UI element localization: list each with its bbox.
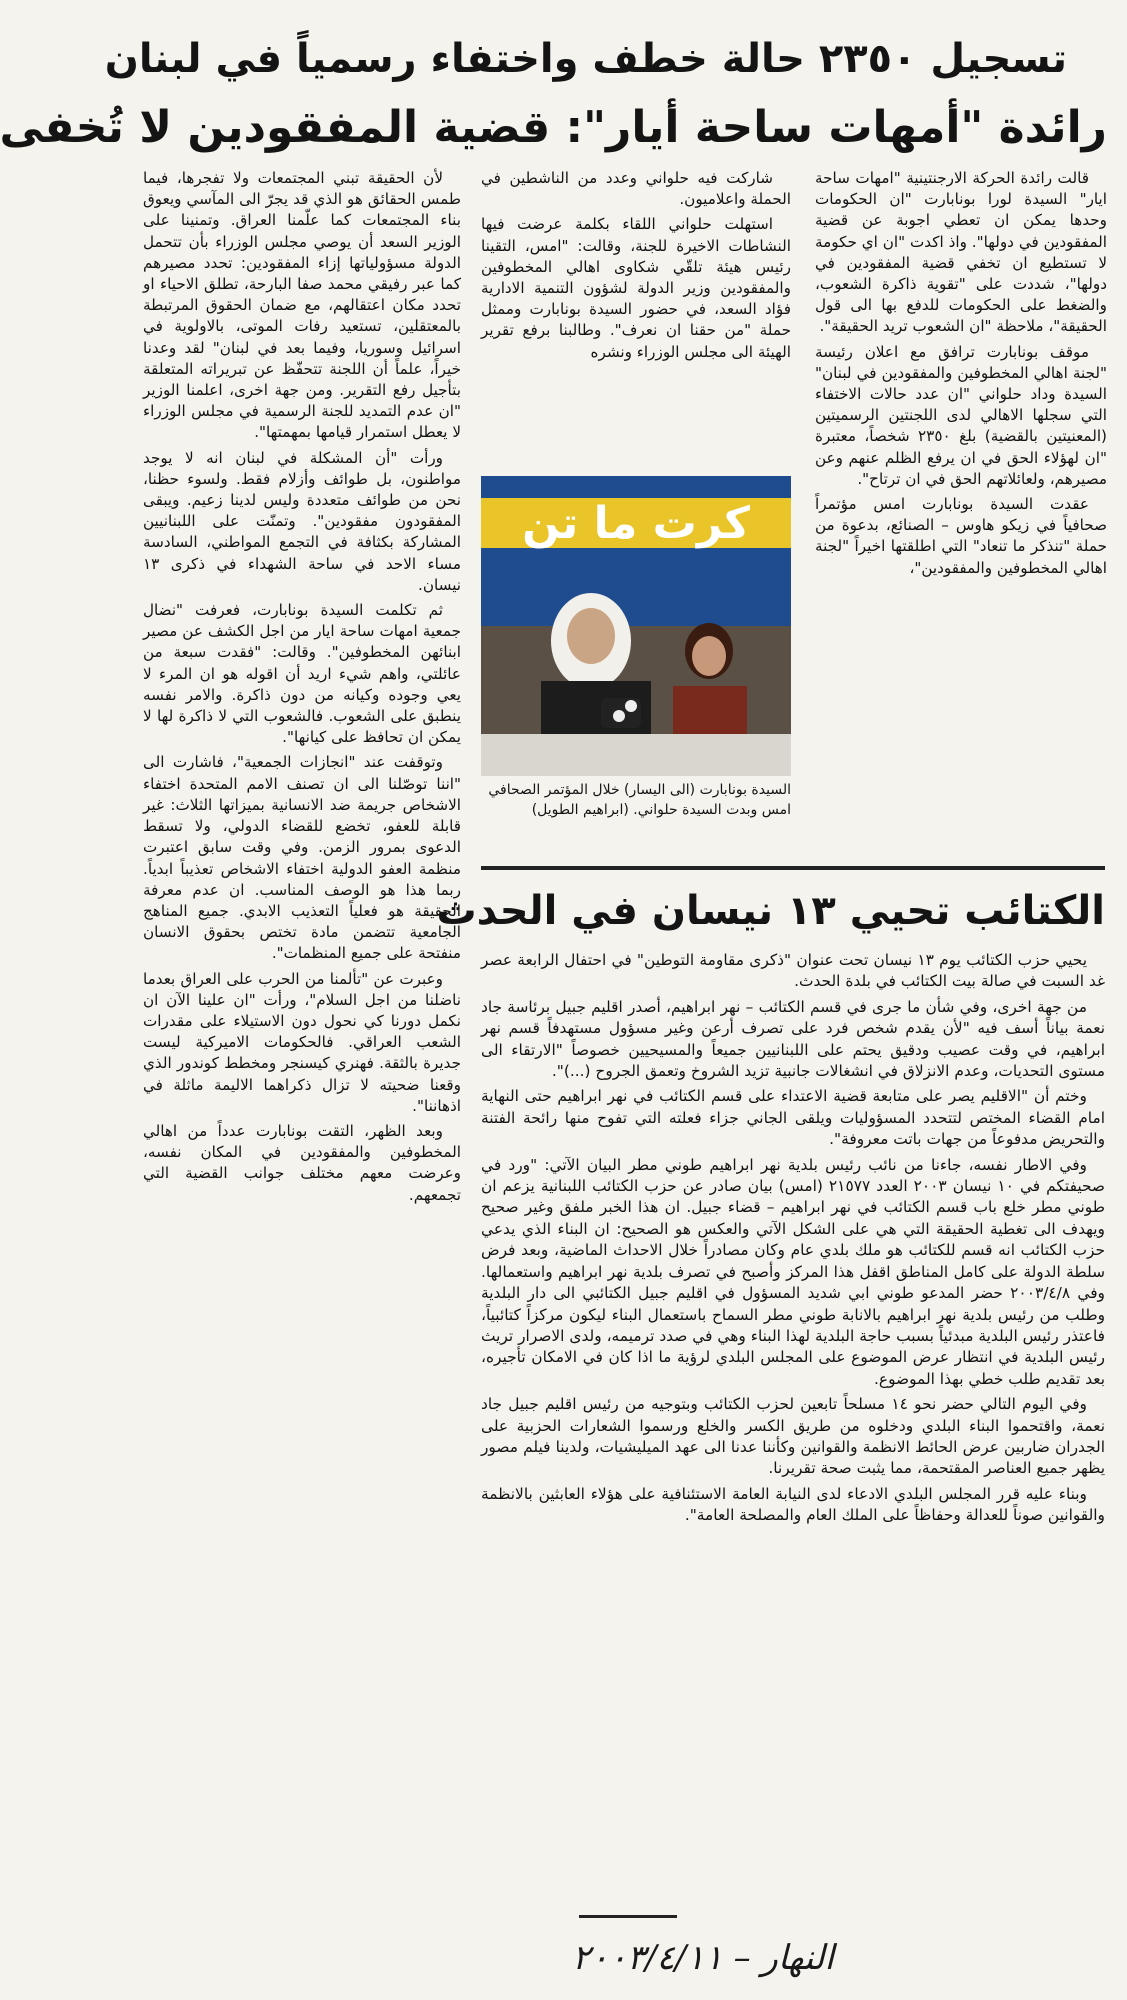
- article2-body: [481, 950, 1105, 1810]
- article1-paragraph: عقدت السيدة بونابارت امس مؤتمراً صحافياً في زيكو هاوس – الصنائع، بدعوة من حملة "تنذكر ما تنعاد" التي اطلقتها اخيراً "لجنة اهالي المخطوفين والمفقودين"،: [815, 495, 1107, 577]
- article1-paragraph: استهلت حلواني اللقاء بكلمة عرضت فيها النشاطات الاخيرة للجنة، وقالت: "امس، التقينا رئيس هيئة تلقّي شكاوى اهالي المخطوفين والمفقودين وزير الدولة لشؤون التنمية الادارية فؤاد السعد، في حضور السيدة بونابارت وممثل حملة "من حقنا ان نعرف". وطالبنا برفع تقرير الهيئة الى مجلس الوزراء ونشره: [481, 215, 791, 361]
- handwritten-date: النهار – ٢٠٠٣/٤/١١: [572, 1938, 834, 1978]
- article1-paragraph: وبعد الظهر، التقت بونابارت عدداً من اهالي المخطوفين والمفقودين في المكان نفسه، وعرضت معهم مختلف جوانب القضية التي تجمعهم.: [143, 1121, 461, 1204]
- article1-paragraph: موقف بونابارت ترافق مع اعلان رئيسة "لجنة اهالي المخطوفين والمفقودين في لبنان" السيدة وداد حلواني "ان عدد حالات الاختفاء التي سجلها الاهالي لدى اللجنتين الرسميتين (المعنيتين بالقضية) بلغ ٢٣٥٠ شخصاً، معتبرة "ان لهؤلاء الحق في ان يرفع الظلم عنهم وعن مصيرهم، ولعائلاتهم الحق في ان ترتاح".: [815, 342, 1107, 488]
- press-conference-photo: [481, 476, 791, 776]
- article1-paragraph: شاركت فيه حلواني وعدد من الناشطين في الحملة واعلاميون.: [481, 169, 791, 209]
- article1-paragraph: قالت رائدة الحركة الارجنتينية "امهات ساحة ايار" السيدة لورا بونابارت "ان الحكومات وحدها يمكن ان تعطي اجوبة عن قضية المفقودين في دولها". واذ اكدت "ان اي حكومة لا تستطيع ان تخفي قضية المفقودين في دولها"، شددت على "تقوية ذاكرة الشعوب، والضغط على الحكومات للدفع بها الى قول الحقيقة"، ملاحظة "ان الشعوب تريد الحقيقة".: [815, 169, 1107, 336]
- photo-caption: السيدة بونابارت (الى اليسار) خلال المؤتمر الصحافي امس وبدت السيدة حلواني. (ابراهيم الطويل): [488, 782, 791, 818]
- article1-column-middle: [481, 168, 791, 468]
- article2-paragraph: وفي الاطار نفسه، جاءنا من نائب رئيس بلدية نهر ابراهيم طوني مطر البيان الآتي: "ورد في صحيفتكم في ١٠ نيسان ٢٠٠٣ العدد ٢١٥٧٧ (امس) بيان صادر عن حزب الكتائب اللبنانية يزعم ان طوني مطر خلع باب قسم الكتائب في نهر ابراهيم – قضاء جبيل. ان هذا الخبر ملفق وغير صحيح ويهدف الى تغطية الحقيقة التي هي على الشكل الآتي والعكس هو الصحيح: ان البناء الذي يدعي حزب الكتائب انه قسم للكتائب هو ملك بلدي عام وكان مصادراً خلال الاحداث الماضية، وبعد فرض سلطة الدولة على كامل المناطق اقفل هذا المركز وأصبح في تصرف بلدية نهر ابراهيم واستعمالها. وفي ٢٠٠٣/٤/٨ حضر المدعو طوني ابي شديد المسؤول في اقليم جبيل الكتائبي الى دار البلدية وطلب من رئيس بلدية نهر ابراهيم بالانابة طوني مطر السماح باستعمال البناء ليكون مركزاً كتائبياً، فاعتذر رئيس البلدية مبدئياً بسبب حاجة البلدية لهذا البناء وهي في صدد ترميمه، ولدى الاصرار تريث رئيس البلدية في انتظار عرض الموضوع على المجلس البلدي لرؤية ما اذا كان في الامكان تأجيره، بعد تقديم طلب خطي بهذا الموضوع.: [481, 1155, 1106, 1388]
- section-divider: [481, 866, 1105, 870]
- headline-sub: رائدة "أمهات ساحة أيار": قضية المفقودين لا تُخفى: [0, 102, 1107, 153]
- article1-paragraph: وعبرت عن "تألمنا من الحرب على العراق بعدما ناضلنا من اجل السلام"، ورأت "ان علينا الآن ان نكمل دورنا كي نحول دون الاستيلاء على مقدرات الشعب العراقي. فالحكومات الاميركية ليست جديرة بالثقة. فهنري كيسنجر ومخطط كوندور الذي وقعنا ضحيته لا تزال ذكراهما الاليمة ماثلة في اذهاننا".: [143, 969, 461, 1115]
- article2-paragraph: وبناء عليه قرر المجلس البلدي الادعاء لدى النيابة العامة الاستئنافية على هؤلاء العابثين بالانظمة والقوانين صوناً للعدالة وحفاظاً على الملك العام والمصلحة العامة".: [481, 1484, 1105, 1525]
- article1-column-left: [143, 168, 461, 1808]
- article2-paragraph: من جهة اخرى، وفي شأن ما جرى في قسم الكتائب – نهر ابراهيم، أصدر اقليم جبيل برئاسة جاد نعمة بياناً أسف فيه "لأن يقدم شخص فرد على تصرف أرعن وغير مسؤول مستهدفاً قسم نهر ابراهيم، في وقت عصيب ودقيق يحتم على اللبنانيين جميعاً والمسيحيين خصوصاً "الارتقاء الى مستوى التحديات، وعدم الانزلاق في انشغالات جانبية تزيد الشروخ وتعمق الجروح (...)".: [481, 997, 1105, 1081]
- headline-main: تسجيل ٢٣٥٠ حالة خطف واختفاء رسمياً في لبنان: [104, 36, 1067, 82]
- article1-paragraph: ثم تكلمت السيدة بونابارت، فعرفت "نضال جمعية امهات ساحة ايار من اجل الكشف عن مصير ابنائهن المخطوفين". وقالت: "فقدت سبعة من عائلتي، واهم شيء اريد أن اقوله هو ان المرء لا يعي وجوده وكيانه من دون ذاكرة. والامر نفسه ينطبق على الشعوب. فالشعوب التي لا ذاكرة لها لا يمكن ان تحافظ على كيانها".: [143, 601, 461, 747]
- article2-paragraph: يحيي حزب الكتائب يوم ١٣ نيسان تحت عنوان "ذكرى مقاومة التوطين" في احتفال الرابعة عصر غد السبت في صالة بيت الكتائب في بلدة الحدث.: [481, 951, 1105, 991]
- article1-column-right: [815, 168, 1107, 868]
- article1-paragraph: ورأت "أن المشكلة في لبنان انه لا يوجد مواطنون، بل طوائف وأزلام فقط. ولسوء حظنا، نحن من طوائف متعددة وليس لدينا زعيم. ويبقى المفقودون مفقودين". وتمنّت على اللبنانيين المشاركة بكثافة في التجمع المواطني، السادسة مساء الاحد في ساحة الشهداء في ذكرى ١٣ نيسان.: [143, 448, 461, 594]
- article1-paragraph: لأن الحقيقة تبني المجتمعات ولا تفجرها، فيما طمس الحقائق هو الذي قد يجرّ الى المآسي ويعوق بناء المجتمعات كما علّمنا العراق. وتمنينا على الوزير السعد أن يوصي مجلس الوزراء بأن تتحمل الدولة مسؤولياتها إزاء المفقودين: تحدد مصيرهم كما عبر رفيقي محمد صفا البارحة، تطلق الاحياء او تحدد مكان اعتقالهم، مع ضمان الحقوق المرتبطة بالمعتقلين، تستعيد رفات الموتى، بالاولوية في اسرائيل وسوريا، وفيما بعد في لبنان" لقد وعدنا خيراً، علماً أن اللجنة تتحفّظ عن تبريراته المتعلقة بتأجيل رفع التقرير. ومن جهة اخرى، اعلمنا الوزير "ان عدم التمديد للجنة الرسمية في مجلس الوزراء لا يعطل استمرار قيامها بمهمتها".: [143, 169, 461, 442]
- banner-text: كرت ما تن: [522, 498, 750, 549]
- footer-divider: [579, 1915, 677, 1918]
- headline-kataeb: الكتائب تحيي ١٣ نيسان في الحدث: [436, 888, 1105, 934]
- article2-paragraph: وفي اليوم التالي حضر نحو ١٤ مسلحاً تابعين لحزب الكتائب وبتوجيه من رئيس اقليم جبيل جاد نعمة، واقتحموا البناء البلدي ودخلوه من طريق الكسر والخلع ورسموا الشعارات الحزبية على الجدران ضاربين عرض الحائط الانظمة والقوانين وكأننا عدنا الى عهد الميليشيات، ولدينا فيلم مصور يظهر جميع العناصر المقتحمة، مما يثبت صحة تقريرنا.: [481, 1395, 1105, 1478]
- photo-illustration: [481, 476, 791, 776]
- article1-paragraph: وتوقفت عند "انجازات الجمعية"، فاشارت الى "اننا توصّلنا الى ان تصنف الامم المتحدة اختفاء الاشخاص جريمة ضد الانسانية بميزاتها الثلاث: غير قابلة للعفو، تخضع للقضاء الدولي، ولا تسقط الدعوى بمرور الزمن. وفي وقت سابق اعتبرت منظمة العفو الدولية اختفاء الاشخاص تعذيباً ابدياً. ربما هذا هو الوصف المناسب. ان عدم معرفة الحقيقة هو فعلياً التعذيب الابدي. جميع المناهج الجامعية تتضمن مادة تختص بحقوق الانسان منفتحة على جميع المنظمات".: [143, 753, 461, 963]
- article2-paragraph: وختم أن "الاقليم يصر على متابعة قضية الاعتداء على قسم الكتائب في نهر ابراهيم حتى النهاية امام القضاء المختص لتتحدد المسؤوليات ويلقى الجاني جزاء فعلته التي تفوح منها رائحة الفتنة والتحريض مدفوعاً من جهات باتت معروفة".: [481, 1087, 1105, 1149]
